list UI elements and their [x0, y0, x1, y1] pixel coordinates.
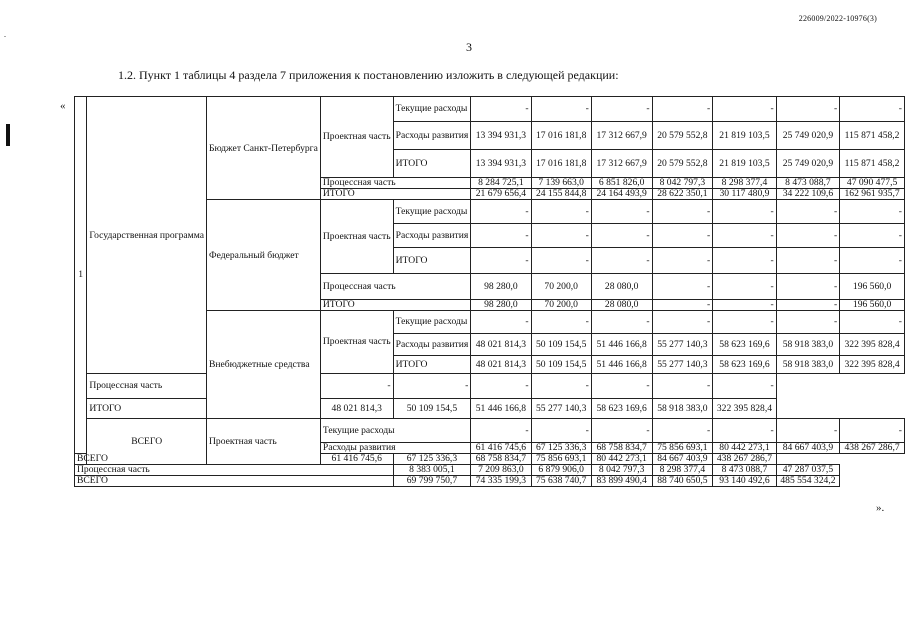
process-part-label: Процессная часть — [320, 178, 470, 189]
table-cell: - — [713, 374, 776, 399]
table-cell: 93 140 492,6 — [713, 476, 776, 487]
table-cell: 8 298 377,4 — [652, 465, 713, 476]
table-cell: 47 090 477,5 — [840, 178, 905, 189]
table-cell: 6 879 906,0 — [531, 465, 591, 476]
table-cell: 51 446 166,8 — [591, 334, 652, 356]
table-cell: - — [471, 224, 531, 248]
table-cell: 438 267 286,7 — [713, 454, 776, 465]
table-cell: 55 277 140,3 — [531, 399, 591, 419]
table-cell: 322 395 828,4 — [840, 334, 905, 356]
table-cell: 6 851 826,0 — [591, 178, 652, 189]
table-cell: - — [591, 224, 652, 248]
table-cell: 61 416 745,6 — [320, 454, 393, 465]
table-cell: - — [652, 300, 713, 311]
table-cell: 7 209 863,0 — [471, 465, 531, 476]
table-cell: 322 395 828,4 — [713, 399, 776, 419]
table-cell: 61 416 745,6 — [471, 443, 531, 454]
table-cell: 13 394 931,3 — [471, 122, 531, 150]
itogo-label: ИТОГО — [320, 300, 470, 311]
table-cell: 70 200,0 — [531, 300, 591, 311]
table-cell: 7 139 663,0 — [531, 178, 591, 189]
table-cell: - — [652, 311, 713, 334]
table-cell: 58 918 383,0 — [776, 356, 839, 374]
table-cell: - — [531, 311, 591, 334]
table-cell: 50 109 154,5 — [531, 334, 591, 356]
table-cell: 80 442 273,1 — [591, 454, 652, 465]
table-cell: 20 579 552,8 — [652, 122, 713, 150]
table-cell: - — [591, 200, 652, 224]
table-cell: 17 016 181,8 — [531, 150, 591, 178]
extra-budget-label: Внебюджетные средства — [206, 311, 320, 419]
project-part-label: Проектная часть — [206, 419, 320, 465]
table-cell: - — [531, 224, 591, 248]
table-cell: - — [471, 97, 531, 122]
itogo-label: ИТОГО — [393, 150, 471, 178]
table-cell: - — [652, 419, 713, 443]
development-exp-label: Расходы развития — [393, 122, 471, 150]
table-cell: - — [471, 419, 531, 443]
table-cell: 196 560,0 — [840, 274, 905, 300]
table-cell: 8 473 088,7 — [776, 178, 839, 189]
table-cell: 322 395 828,4 — [840, 356, 905, 374]
current-exp-label: Текущие расходы — [320, 419, 470, 443]
table-cell: - — [652, 200, 713, 224]
table-cell: 67 125 336,3 — [393, 454, 471, 465]
table-cell: 24 155 844,8 — [531, 189, 591, 200]
itogo-label: ИТОГО — [393, 356, 471, 374]
table-cell: - — [776, 300, 839, 311]
table-cell: 34 222 109,6 — [776, 189, 839, 200]
table-cell: 69 799 750,7 — [393, 476, 471, 487]
table-row — [75, 374, 905, 399]
development-exp-label: Расходы развития — [393, 334, 471, 356]
table-cell: - — [652, 374, 713, 399]
table-cell: 28 622 350,1 — [652, 189, 713, 200]
table-cell: - — [713, 200, 776, 224]
table-cell: - — [471, 200, 531, 224]
table-cell: 58 623 169,6 — [591, 399, 652, 419]
table-cell: - — [713, 97, 776, 122]
table-cell: - — [776, 200, 839, 224]
table-cell: 8 383 005,1 — [393, 465, 471, 476]
table-cell: - — [652, 97, 713, 122]
table-cell: 8 284 725,1 — [471, 178, 531, 189]
table-row — [75, 97, 905, 122]
table-cell: 68 758 834,7 — [471, 454, 531, 465]
table-cell: 98 280,0 — [471, 274, 531, 300]
table-cell: - — [591, 419, 652, 443]
table-cell: 13 394 931,3 — [471, 150, 531, 178]
table-cell: 50 109 154,5 — [393, 399, 471, 419]
table-cell: - — [713, 311, 776, 334]
table-cell: 24 164 493,9 — [591, 189, 652, 200]
table-cell: 47 287 037,5 — [776, 465, 839, 476]
process-part-label: Процессная часть — [320, 274, 470, 300]
table-cell: - — [531, 419, 591, 443]
vsego-label: ВСЕГО — [75, 454, 207, 465]
table-cell: 70 200,0 — [531, 274, 591, 300]
table-cell: - — [591, 97, 652, 122]
table-cell: 8 042 797,3 — [652, 178, 713, 189]
table-cell: 68 758 834,7 — [591, 443, 652, 454]
page-number: 3 — [466, 40, 472, 54]
table-cell: - — [713, 224, 776, 248]
table-cell: 485 554 324,2 — [776, 476, 839, 487]
table-cell: 58 623 169,6 — [713, 356, 776, 374]
table-cell: - — [471, 374, 531, 399]
table-cell: - — [591, 374, 652, 399]
table-cell: 50 109 154,5 — [531, 356, 591, 374]
table-cell: 8 042 797,3 — [591, 465, 652, 476]
table-cell: 58 918 383,0 — [776, 334, 839, 356]
table-cell: 8 298 377,4 — [713, 178, 776, 189]
table-cell: 51 446 166,8 — [591, 356, 652, 374]
table-cell: - — [652, 248, 713, 274]
table-cell: - — [840, 224, 905, 248]
table-cell: 30 117 480,9 — [713, 189, 776, 200]
table-cell: 196 560,0 — [840, 300, 905, 311]
table-cell: 21 679 656,4 — [471, 189, 531, 200]
table-cell: 21 819 103,5 — [713, 122, 776, 150]
table-cell: 51 446 166,8 — [471, 399, 531, 419]
table-cell: 75 856 693,1 — [652, 443, 713, 454]
table-row — [75, 465, 905, 476]
table-cell: 58 918 383,0 — [652, 399, 713, 419]
table-cell: - — [840, 311, 905, 334]
table-row — [75, 476, 905, 487]
table-row — [75, 399, 905, 419]
vsego-label: ВСЕГО — [75, 476, 394, 487]
table-cell: - — [652, 274, 713, 300]
table-cell: - — [471, 311, 531, 334]
table-cell: 25 749 020,9 — [776, 150, 839, 178]
process-part-label: Процессная часть — [75, 465, 394, 476]
row-number-cell: 1 — [75, 97, 87, 454]
table-row — [75, 454, 905, 465]
table-cell: 55 277 140,3 — [652, 334, 713, 356]
table-cell: 88 740 650,5 — [652, 476, 713, 487]
current-exp-label: Текущие расходы — [393, 200, 471, 224]
table-cell: - — [840, 200, 905, 224]
table-cell: - — [840, 97, 905, 122]
table-cell: - — [591, 248, 652, 274]
development-exp-label: Расходы развития — [320, 443, 470, 454]
table-row — [75, 419, 905, 443]
table-cell: 28 080,0 — [591, 274, 652, 300]
table-cell: - — [840, 419, 905, 443]
table-cell: 17 312 667,9 — [591, 122, 652, 150]
table-cell: - — [531, 248, 591, 274]
intro-paragraph: 1.2. Пункт 1 таблицы 4 раздела 7 приложения к постановлению изложить в следующей редакции: — [118, 68, 619, 82]
itogo-label: ИТОГО — [320, 189, 470, 200]
development-exp-label: Расходы развития — [393, 224, 471, 248]
itogo-label: ИТОГО — [87, 399, 320, 419]
closing-quote: ». — [876, 502, 885, 514]
table-cell: - — [713, 248, 776, 274]
federal-budget-label: Федеральный бюджет — [206, 200, 320, 311]
table-cell: - — [531, 97, 591, 122]
project-part-label: Проектная часть — [320, 311, 393, 374]
table-cell: - — [531, 200, 591, 224]
table-cell: 67 125 336,3 — [531, 443, 591, 454]
table-cell: 98 280,0 — [471, 300, 531, 311]
program-label-cell: Государственная программа — [87, 97, 207, 374]
table-cell: 83 899 490,4 — [591, 476, 652, 487]
table-cell: - — [776, 224, 839, 248]
table-cell: - — [393, 374, 471, 399]
table-cell: - — [776, 311, 839, 334]
table-cell: 48 021 814,3 — [320, 399, 393, 419]
table-cell: 162 961 935,7 — [840, 189, 905, 200]
table-cell: - — [591, 311, 652, 334]
table-cell: 80 442 273,1 — [713, 443, 776, 454]
itogo-label: ИТОГО — [393, 248, 471, 274]
table-cell: - — [713, 419, 776, 443]
total-section-label: ВСЕГО — [87, 419, 207, 465]
table-cell: - — [776, 419, 839, 443]
table-cell: - — [320, 374, 393, 399]
table-cell: - — [652, 224, 713, 248]
project-part-label: Проектная часть — [320, 97, 393, 178]
table-cell: 25 749 020,9 — [776, 122, 839, 150]
table-cell: 21 819 103,5 — [713, 150, 776, 178]
table-cell: 20 579 552,8 — [652, 150, 713, 178]
opening-quote: « — [60, 100, 66, 112]
table-cell: 28 080,0 — [591, 300, 652, 311]
current-exp-label: Текущие расходы — [393, 311, 471, 334]
table-cell: 115 871 458,2 — [840, 150, 905, 178]
process-part-label: Процессная часть — [87, 374, 320, 399]
table-cell: 48 021 814,3 — [471, 356, 531, 374]
table-cell: - — [840, 248, 905, 274]
project-part-label: Проектная часть — [320, 200, 393, 274]
table-cell: - — [776, 274, 839, 300]
table-cell: 55 277 140,3 — [652, 356, 713, 374]
table-cell: 84 667 403,9 — [776, 443, 839, 454]
table-cell: - — [713, 274, 776, 300]
budget-table — [74, 96, 905, 487]
table-cell: - — [776, 248, 839, 274]
table-cell: 75 856 693,1 — [531, 454, 591, 465]
table-cell: 115 871 458,2 — [840, 122, 905, 150]
table-cell: - — [776, 97, 839, 122]
table-cell: 438 267 286,7 — [840, 443, 905, 454]
current-exp-label: Текущие расходы — [393, 97, 471, 122]
table-cell: 58 623 169,6 — [713, 334, 776, 356]
table-cell: 75 638 740,7 — [531, 476, 591, 487]
spb-budget-label: Бюджет Санкт-Петербурга — [206, 97, 320, 200]
table-cell: 74 335 199,3 — [471, 476, 531, 487]
table-cell: - — [531, 374, 591, 399]
table-cell: 17 016 181,8 — [531, 122, 591, 150]
table-cell: - — [713, 300, 776, 311]
table-cell: 8 473 088,7 — [713, 465, 776, 476]
table-cell: 48 021 814,3 — [471, 334, 531, 356]
margin-mark: . — [4, 30, 6, 39]
table-cell: 84 667 403,9 — [652, 454, 713, 465]
document-number: 226009/2022-10976(3) — [798, 14, 877, 23]
margin-bar — [6, 124, 10, 146]
table-cell: - — [471, 248, 531, 274]
table-cell: 17 312 667,9 — [591, 150, 652, 178]
